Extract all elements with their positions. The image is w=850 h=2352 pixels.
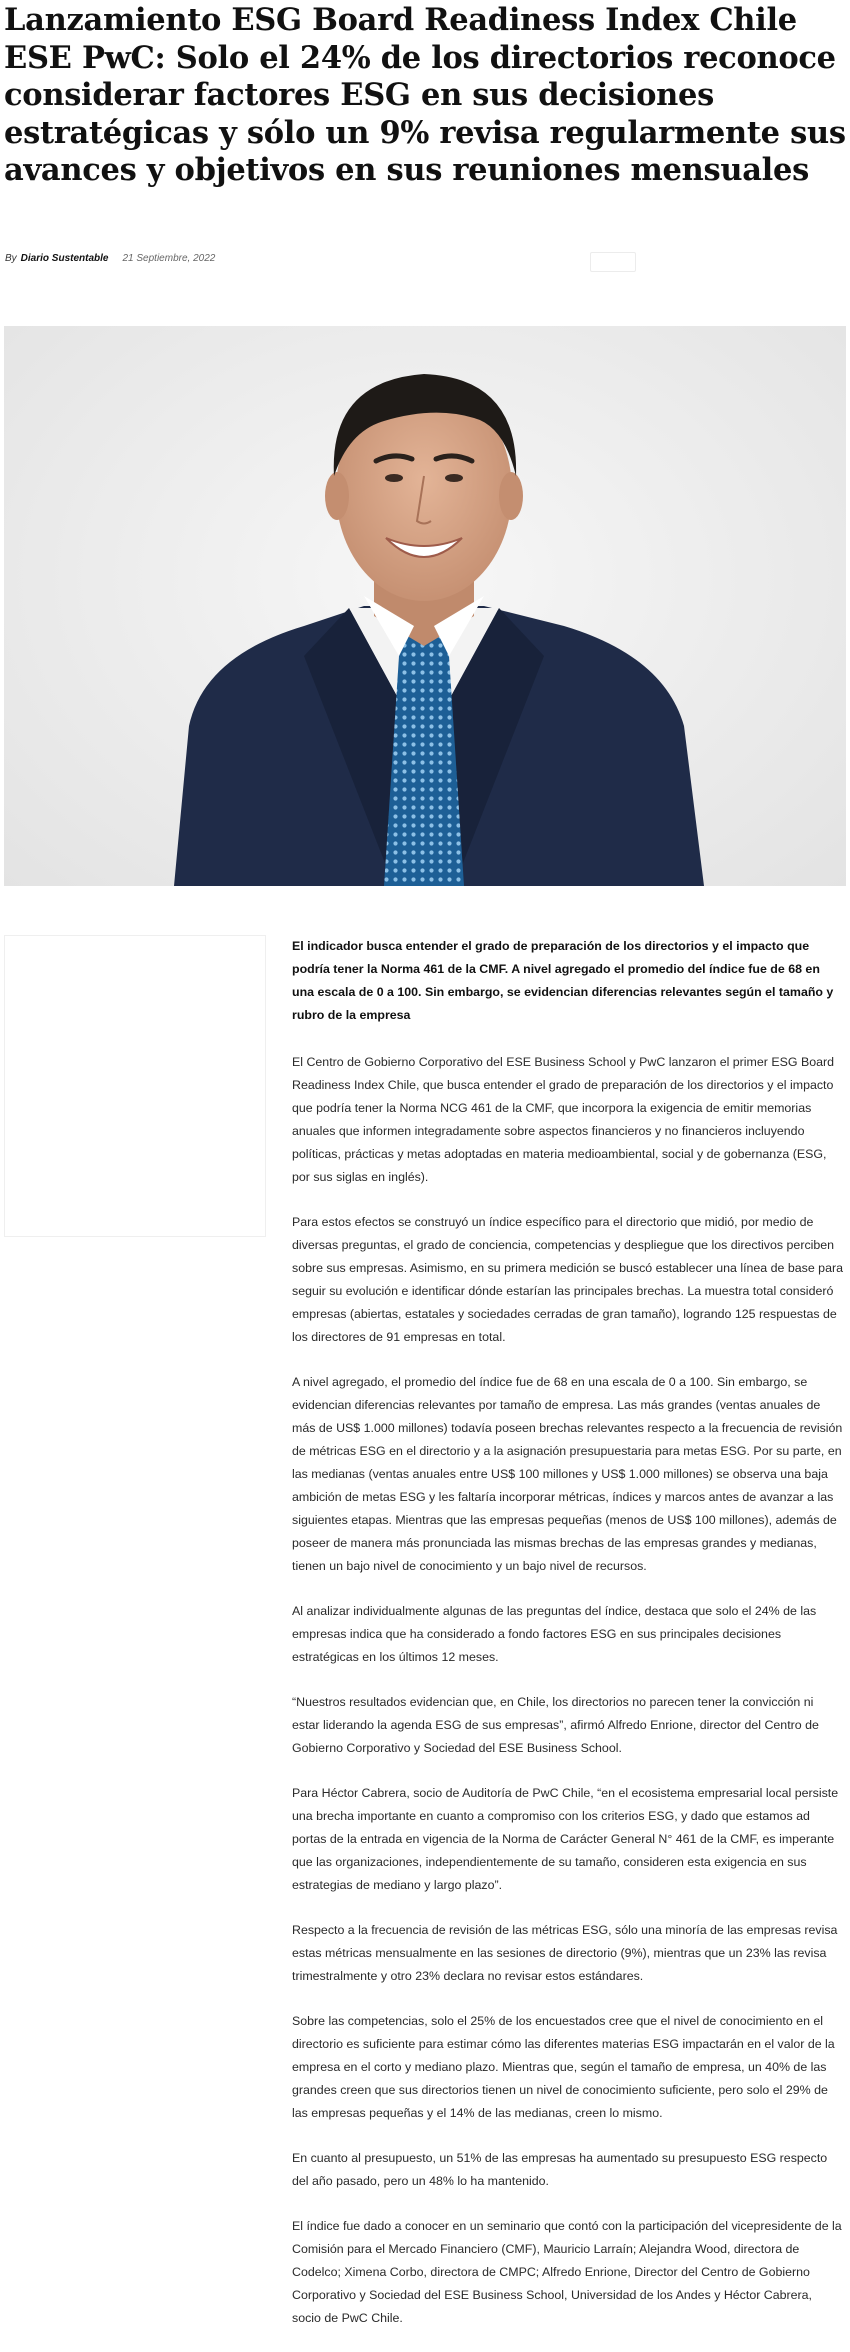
article-title: Lanzamiento ESG Board Readiness Index Chile ESE PwC: Solo el 24% de los directorios reconoce considerar factores ESG en sus decisiones estratégicas y sólo un 9% revisa regularmente sus avances y objetivos en sus reuniones mensuales [4, 2, 846, 188]
publish-date: 21 Septiembre, 2022 [122, 252, 216, 264]
sidebar-ad-placeholder [4, 935, 266, 1237]
share-widget-placeholder[interactable] [590, 252, 636, 272]
article-paragraph: Para Héctor Cabrera, socio de Auditoría de PwC Chile, “en el ecosistema empresarial local persiste una brecha importante en cuanto a compromiso con los criterios ESG, y dado que estamos ad portas de la entrada en vigencia de la Norma de Carácter General N° 461 de la CMF, es imperante que las organizaciones, independientemente de su tamaño, consideren esta exigencia en sus estrategias de mediano y largo plazo”. [292, 1786, 839, 1892]
article-paragraph: En cuanto al presupuesto, un 51% de las empresas ha aumentado su presupuesto ESG respecto del año pasado, pero un 48% lo ha mantenido. [292, 2151, 828, 2188]
article-paragraph: Respecto a la frecuencia de revisión de las métricas ESG, sólo una minoría de las empresas revisa estas métricas mensualmente en las sesiones de directorio (9%), mientras que un 23% las revisa trimestralmente y otro 23% declara no revisar estos estándares. [292, 1923, 838, 1983]
portrait-illustration [4, 326, 846, 886]
hero-image [4, 326, 846, 886]
article-paragraph: Sobre las competencias, solo el 25% de los encuestados cree que el nivel de conocimiento en el directorio es suficiente para estimar cómo las diferentes materias ESG impactarán en el valor de la empresa en el corto y mediano plazo. Mientras que, según el tamaño de empresa, un 40% de las grandes creen que sus directorios tienen un nivel de conocimiento suficiente, pero solo el 29% de las empresas pequeñas y el 14% de las medianas, creen lo mismo. [292, 2014, 835, 2120]
article-byline [5, 250, 215, 266]
author-link[interactable]: Diario Sustentable [20, 252, 109, 264]
article-paragraph: “Nuestros resultados evidencian que, en Chile, los directorios no parecen tener la convicción ni estar liderando la agenda ESG de sus empresas”, afirmó Alfredo Enrione, director del Centro de Gobierno Corporativo y Sociedad del ESE Business School. [292, 1695, 819, 1755]
article-paragraph: A nivel agregado, el promedio del índice fue de 68 en una escala de 0 a 100. Sin embargo, se evidencian diferencias relevantes por tamaño de empresa. Las más grandes (ventas anuales de más de US$ 1.000 millones) todavía poseen brechas relevantes respecto a la frecuencia de revisión de métricas ESG en el directorio y a la asignación presupuestaria para metas ESG. Por su parte, en las medianas (ventas anuales entre US$ 100 millones y US$ 1.000 millones) se observa una baja ambición de metas ESG y les faltaría incorporar métricas, índices y marcos antes de avanzar a las siguientes etapas. Mientras que las empresas pequeñas (menos de US$ 100 millones), además de poseer de manera más pronunciada las mismas brechas de las empresas grandes y medianas, tienen un bajo nivel de conocimiento y un bajo nivel de recursos. [292, 1375, 843, 1573]
article-paragraph: El Centro de Gobierno Corporativo del ESE Business School y PwC lanzaron el primer ESG Board Readiness Index Chile, que busca entender el grado de preparación de los directorios y el impacto que podría tener la Norma NCG 461 de la CMF, que incorpora la exigencia de emitir memorias anuales que informen integradamente sobre aspectos financieros y no financieros incluyendo políticas, prácticas y metas adoptadas en materia medioambiental, social y de gobernanza (ESG, por sus siglas en inglés). [292, 1055, 835, 1184]
article-paragraph: Para estos efectos se construyó un índice específico para el directorio que midió, por medio de diversas preguntas, el grado de conciencia, competencias y despliegue que los directivos perciben sobre sus empresas. Asimismo, en su primera medición se buscó establecer una línea de base para seguir su evolución e identificar dónde estarían las principales brechas. La muestra total consideró empresas (abiertas, estatales y sociedades cerradas de gran tamaño), logrando 125 respuestas de los directores de 91 empresas en total. [292, 1215, 843, 1344]
article-lead: El indicador busca entender el grado de preparación de los directorios y el impacto que podría tener la Norma 461 de la CMF. A nivel agregado el promedio del índice fue de 68 en una escala de 0 a 100. Sin embargo, se evidencian diferencias relevantes según el tamaño y rubro de la empresa [292, 939, 834, 1022]
article-paragraph: El índice fue dado a conocer en un seminario que contó con la participación del vicepresidente de la Comisión para el Mercado Financiero (CMF), Mauricio Larraín; Alejandra Wood, directora de Codelco; Ximena Corbo, directora de CMPC; Alfredo Enrione, Director del Centro de Gobierno Corporativo y Sociedad del ESE Business School, Universidad de los Andes y Héctor Cabrera, socio de PwC Chile. [292, 2219, 842, 2325]
article-paragraph: Al analizar individualmente algunas de las preguntas del índice, destaca que solo el 24% de las empresas indica que ha considerado a fondo factores ESG en sus principales decisiones estratégicas en los últimos 12 meses. [292, 1604, 817, 1664]
article-body [292, 935, 844, 2352]
byline-prefix: By [5, 252, 17, 264]
